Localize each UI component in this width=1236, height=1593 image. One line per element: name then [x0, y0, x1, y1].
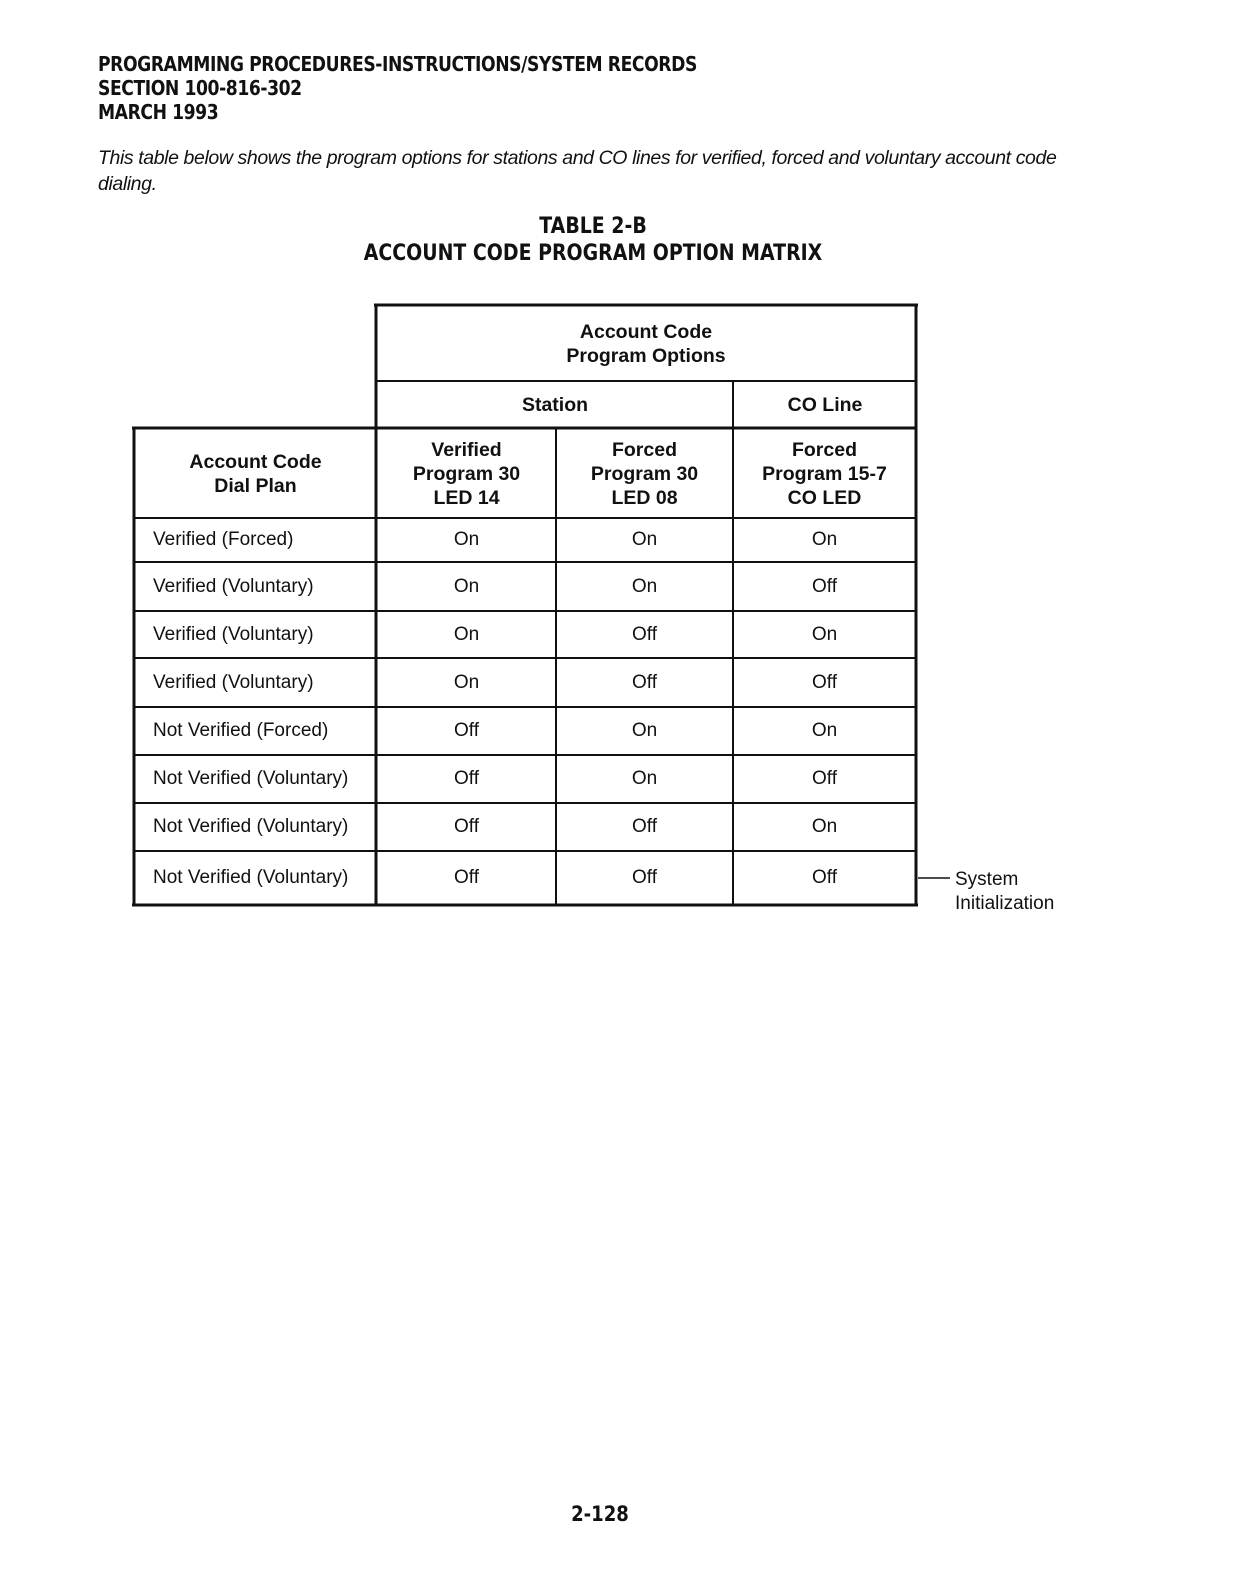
- row-label: Not Verified (Voluntary): [153, 867, 349, 888]
- verified-value: On: [453, 575, 480, 597]
- station-header: Station: [521, 394, 589, 416]
- verified-value: On: [453, 671, 480, 693]
- table-name: ACCOUNT CODE PROGRAM OPTION MATRIX: [363, 241, 823, 266]
- intro-paragraph: This table below shows the program options for stations and CO lines for verified, forced and voluntary account code dialing.: [98, 147, 1057, 195]
- column-header-text: Verified Program 30 LED 14: [412, 438, 521, 509]
- column-header-text: Forced Program 30 LED 08: [590, 438, 699, 509]
- row-label: Not Verified (Forced): [153, 720, 329, 741]
- forced-coline-value: On: [811, 529, 838, 550]
- verified-value: On: [453, 623, 480, 645]
- system-initialization-note: [955, 868, 1054, 916]
- verified-value: Off: [454, 816, 479, 837]
- forced-coline-value: On: [811, 720, 838, 741]
- header-section: SECTION 100-816-302: [98, 76, 302, 100]
- table-number: TABLE 2-B: [539, 214, 647, 239]
- column-header-forced-station: [557, 430, 732, 517]
- forced-coline-value: Off: [812, 575, 837, 597]
- forced-coline-value: Off: [812, 671, 837, 693]
- forced-station-value: Off: [632, 671, 657, 693]
- verified-value: On: [453, 529, 480, 550]
- verified-value: Off: [454, 867, 479, 888]
- forced-coline-value: Off: [812, 768, 837, 789]
- column-header-text: Account Code Dial Plan: [189, 450, 322, 497]
- header-title: PROGRAMMING PROCEDURES-INSTRUCTIONS/SYSTEM RECORDS: [98, 52, 697, 76]
- row-label: Not Verified (Voluntary): [153, 816, 349, 837]
- group-header-text: Account Code Program Options: [566, 320, 726, 367]
- group-header: [378, 307, 914, 380]
- forced-coline-value: On: [811, 623, 838, 645]
- column-header-verified: [378, 430, 555, 517]
- forced-coline-value: Off: [812, 867, 837, 888]
- note-text: System Initialization: [955, 869, 1055, 914]
- forced-station-value: Off: [632, 816, 657, 837]
- forced-station-value: Off: [632, 623, 657, 645]
- forced-station-value: On: [631, 720, 658, 741]
- forced-station-value: On: [631, 529, 658, 550]
- page-number: 2-128: [571, 1502, 629, 1526]
- coline-header: CO Line: [787, 394, 863, 416]
- forced-station-value: On: [631, 575, 658, 597]
- row-label: Verified (Forced): [153, 529, 294, 550]
- row-label: Not Verified (Voluntary): [153, 768, 349, 789]
- forced-station-value: On: [631, 768, 658, 789]
- forced-station-value: Off: [632, 867, 657, 888]
- column-header-forced-coline: [734, 430, 915, 517]
- row-label: Verified (Voluntary): [153, 671, 314, 693]
- row-label: Verified (Voluntary): [153, 623, 314, 645]
- header-date: MARCH 1993: [98, 100, 219, 124]
- row-label: Verified (Voluntary): [153, 575, 314, 597]
- verified-value: Off: [454, 720, 479, 741]
- column-header-dial-plan: [136, 430, 375, 517]
- verified-value: Off: [454, 768, 479, 789]
- column-header-text: Forced Program 15-7 CO LED: [762, 438, 887, 509]
- forced-coline-value: On: [811, 816, 838, 837]
